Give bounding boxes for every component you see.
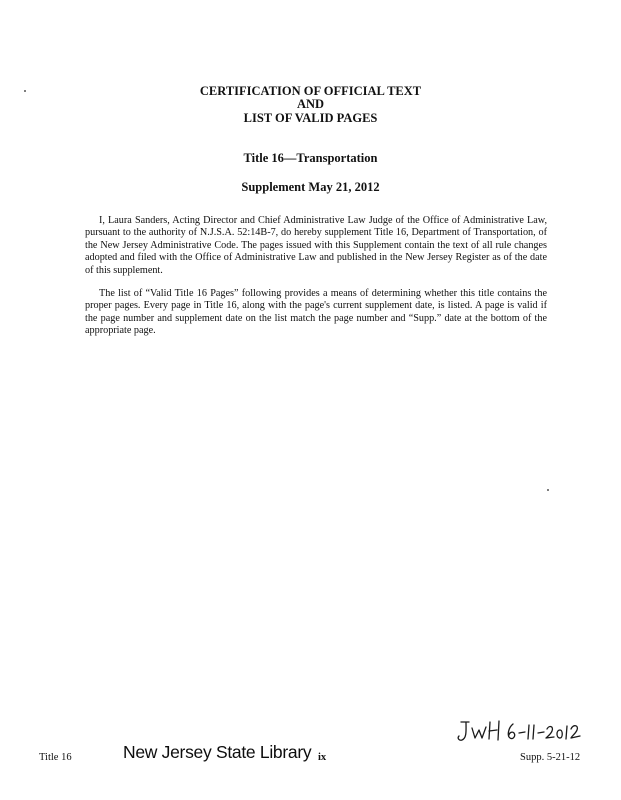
page-number: ix xyxy=(318,752,327,763)
heading-and: AND xyxy=(296,97,325,111)
title-heading: Title 16—Transportation xyxy=(243,151,378,165)
valid-pages-heading: LIST OF VALID PAGES xyxy=(243,111,378,125)
scan-speck xyxy=(547,489,549,491)
valid-pages-paragraph: The list of “Valid Title 16 Pages” following provides a means of determining whether this title contains the proper pages. Every page in Title 16, along with the page's current supplement date, is listed. A page is valid if the page number and supplement date on the list match the page number and “Supp.” date at the bottom of the appropriate page. xyxy=(85,288,547,337)
footer-supplement-date: Supp. 5-21-12 xyxy=(520,752,581,763)
library-stamp: New Jersey State Library xyxy=(123,742,312,762)
handwritten-signature xyxy=(455,716,585,746)
supplement-date-heading: Supplement May 21, 2012 xyxy=(241,180,380,194)
footer-title: Title 16 xyxy=(39,752,72,763)
scan-speck xyxy=(24,90,26,92)
certification-paragraph: I, Laura Sanders, Acting Director and Chief Administrative Law Judge of the Office of Administrative Law, pursuant to the authority of N.J.S.A. 52:14B-7, do hereby supplement Title 16, Department of Transportation, of the New Jersey Administrative Code. The pages issued with this Supplement contain the text of all rule changes adopted and filed with the Office of Administrative Law and published in the New Jersey Register as of the date of this supplement. xyxy=(85,215,547,276)
certification-heading: CERTIFICATION OF OFFICIAL TEXT xyxy=(199,84,422,98)
